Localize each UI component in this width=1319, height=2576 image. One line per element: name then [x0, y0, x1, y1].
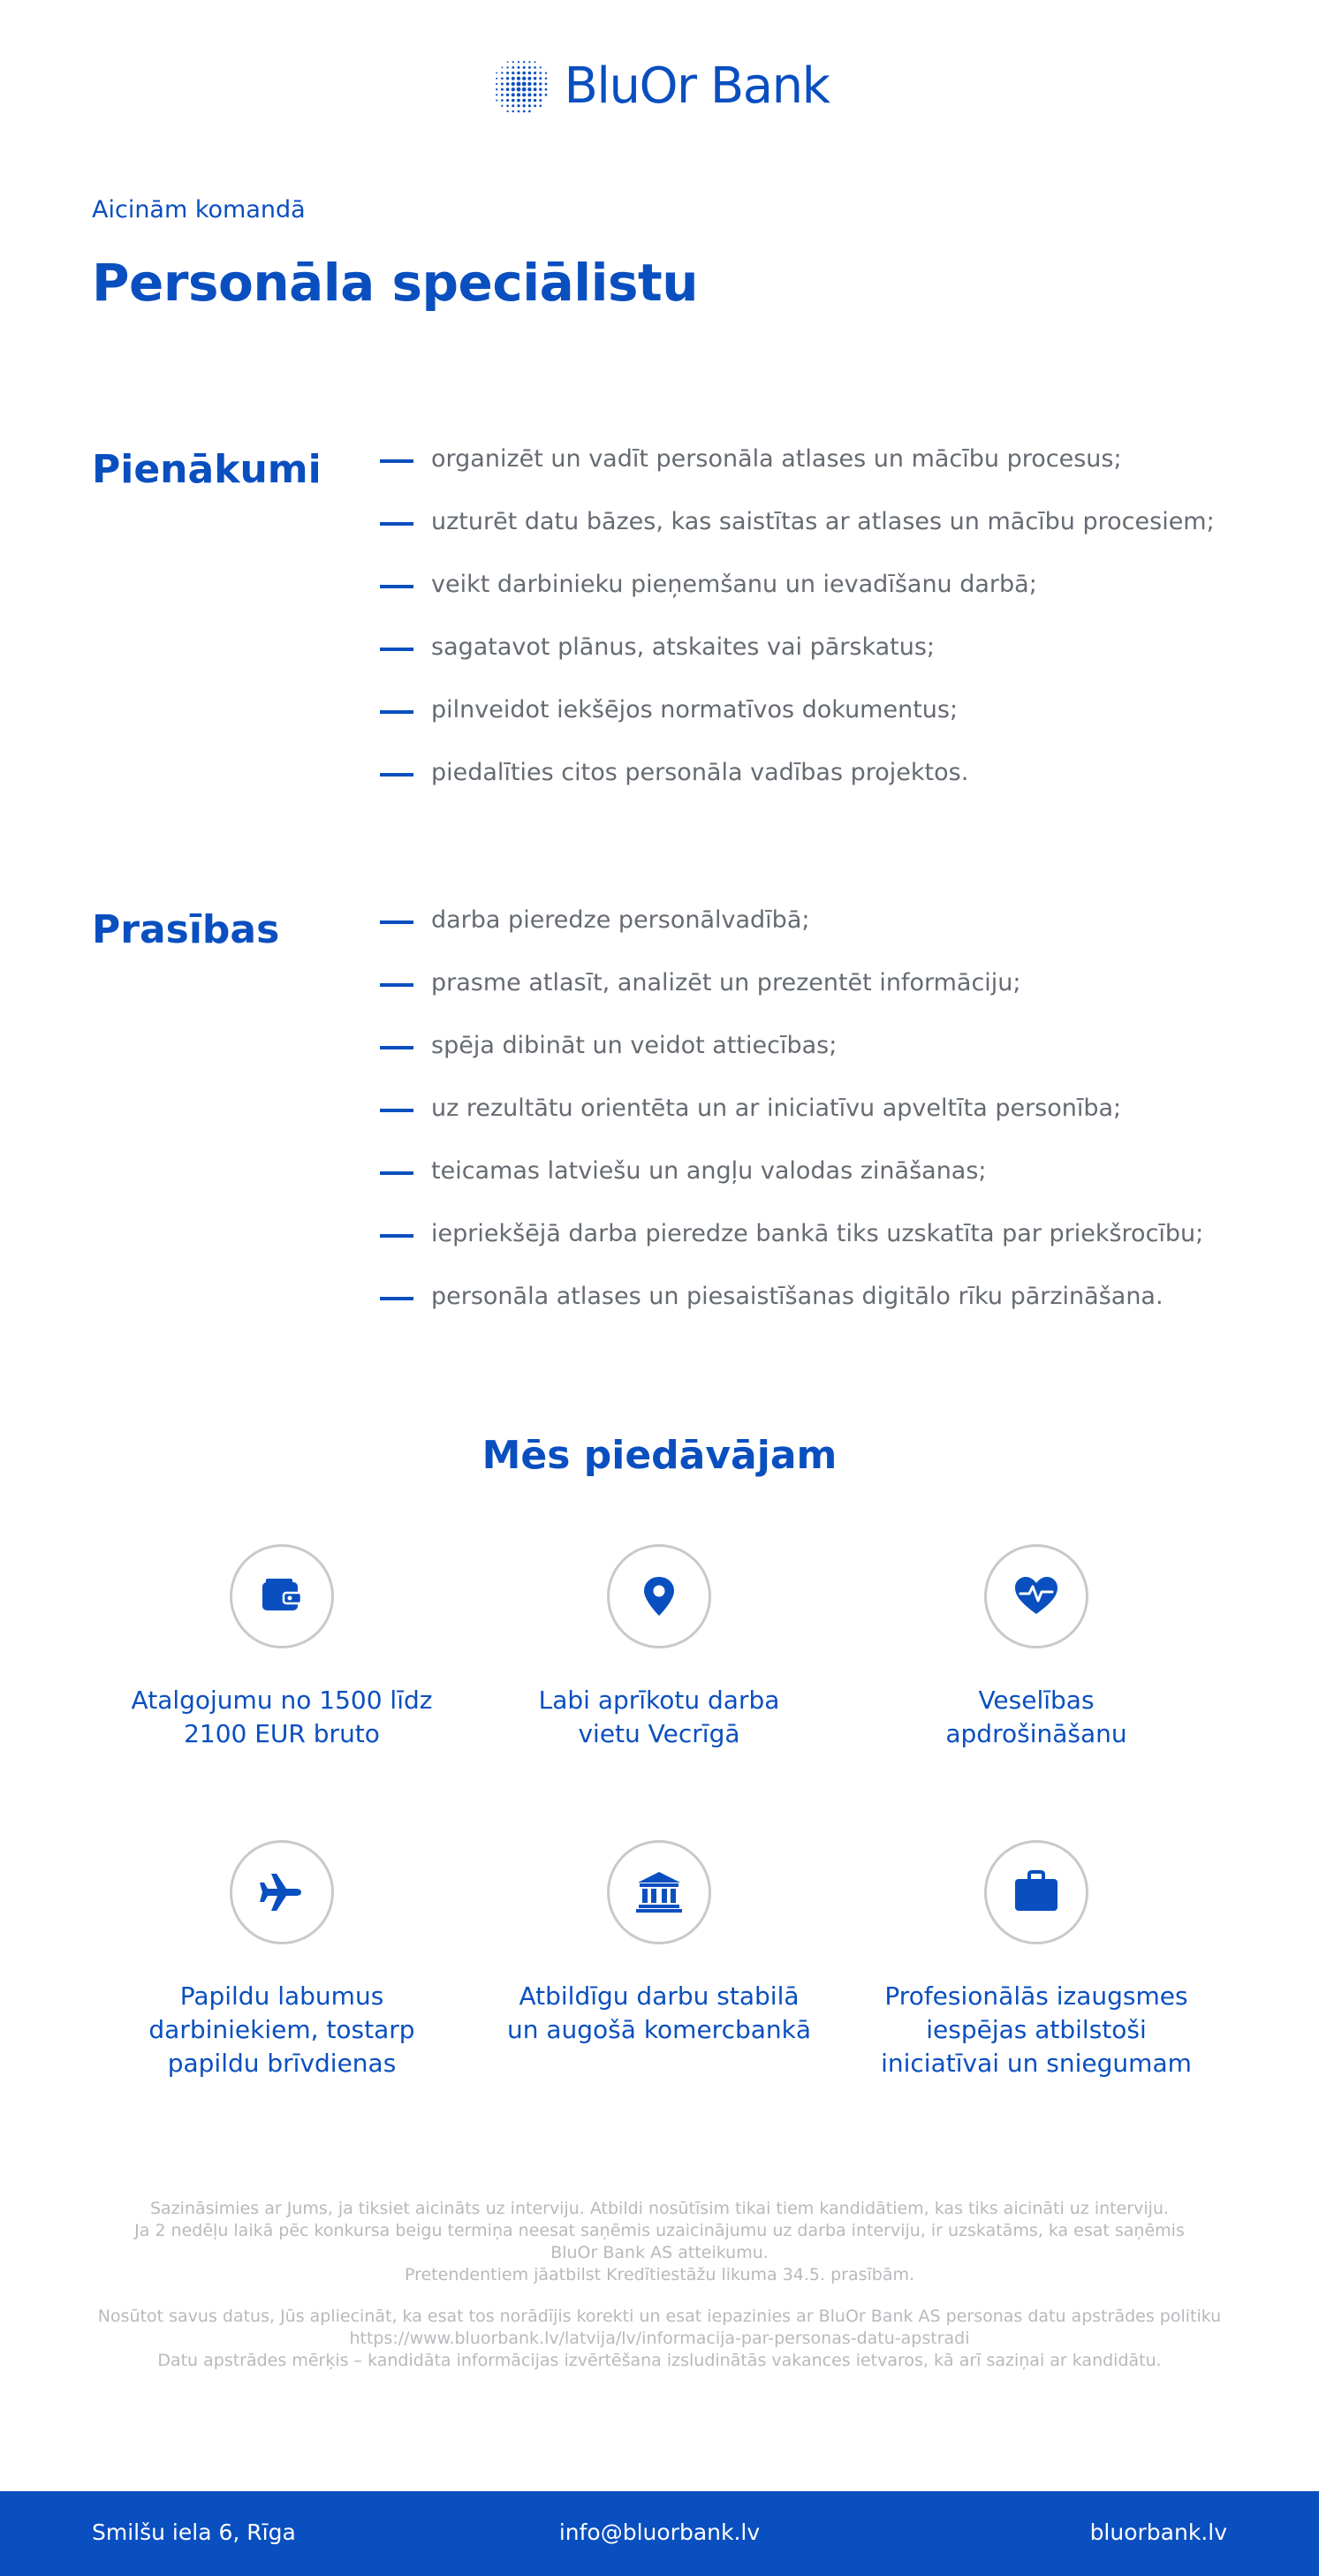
benefit-icon-ring	[984, 1544, 1088, 1648]
requirements-list	[380, 905, 1203, 1345]
bank-building-icon	[634, 1868, 684, 1917]
briefcase-icon	[1012, 1868, 1061, 1917]
logo-text: BluOr Bank	[564, 57, 830, 115]
disclaimer-line: Nosūtot savus datus, Jūs apliecināt, ka esat tos norādījis korekti un esat iepazinies ar BluOr Bank AS personas datu apstrādes politiku	[97, 2307, 1222, 2326]
duties-title: Pienākumi	[92, 447, 322, 492]
requirement-item: iepriekšējā darba pieredze bankā tiks uzskatīta par priekšrocību;	[380, 1219, 1203, 1282]
privacy-disclaimer	[71, 2306, 1248, 2372]
benefit-text: Atalgojumu no 1500 līdz 2100 EUR bruto	[131, 1686, 433, 1748]
benefit-workplace	[474, 1544, 845, 1751]
duty-item: pilnveidot iekšējos normatīvos dokumentus;	[380, 695, 1215, 758]
benefit-extra-days	[96, 1840, 467, 2080]
benefit-insurance	[851, 1544, 1222, 1751]
benefit-stable-bank	[474, 1840, 845, 2047]
offer-title: Mēs piedāvājam	[481, 1433, 838, 1478]
location-pin-icon	[634, 1572, 684, 1621]
disclaimer-line: Pretendentiem jāatbilst Kredītiestāžu likuma 34.5. prasībām.	[404, 2265, 915, 2284]
duty-item: organizēt un vadīt personāla atlases un mācību procesus;	[380, 444, 1215, 507]
duty-item: uzturēt datu bāzes, kas saistītas ar atlases un mācību procesiem;	[380, 507, 1215, 570]
requirement-item: darba pieredze personālvadībā;	[380, 905, 1203, 968]
requirement-item: prasme atlasīt, analizēt un prezentēt informāciju;	[380, 968, 1203, 1031]
disclaimer-line: Datu apstrādes mērķis – kandidāta informācijas izvērtēšana izsludinātās vakances ietvaros, kā arī saziņai ar kandidātu.	[157, 2351, 1162, 2370]
benefit-text: Atbildīgu darbu stabilā un augošā komercbankā	[506, 1981, 812, 2044]
requirements-title: Prasības	[92, 907, 280, 952]
benefit-icon-ring	[607, 1544, 711, 1648]
disclaimer-line: Sazināsimies ar Jums, ja tiksiet aicināts uz interviju. Atbildi nosūtīsim tikai tiem kandidātiem, kas tiks aicināti uz interviju.	[149, 2199, 1169, 2218]
contact-disclaimer	[71, 2198, 1248, 2286]
footer-address: Smilšu iela 6, Rīga	[92, 2519, 296, 2545]
benefit-icon-ring	[984, 1840, 1088, 1944]
wallet-icon	[257, 1572, 307, 1621]
position-title: Personāla speciālistu	[92, 253, 699, 313]
disclaimer-line: Ja 2 nedēļu laikā pēc konkursa beigu termiņa neesat saņēmis uzaicinājumu uz darba interviju, ir uzskatāms, ka esat saņēmis	[134, 2221, 1185, 2240]
invite-text: Aicinām komandā	[92, 196, 306, 224]
benefit-text: Veselības apdrošināšanu	[945, 1686, 1127, 1748]
heart-pulse-icon	[1012, 1572, 1061, 1621]
requirement-item: spēja dibināt un veidot attiecības;	[380, 1031, 1203, 1094]
benefit-salary	[96, 1544, 467, 1751]
benefit-text: Labi aprīkotu darba vietu Vecrīgā	[538, 1686, 780, 1748]
footer-bar	[0, 2491, 1319, 2576]
duty-item: sagatavot plānus, atskaites vai pārskatus;	[380, 633, 1215, 695]
bank-logo	[0, 55, 1319, 117]
benefit-icon-ring	[607, 1840, 711, 1944]
duty-item: piedalīties citos personāla vadības projektos.	[380, 758, 1215, 821]
requirement-item: teicamas latviešu un angļu valodas zināšanas;	[380, 1156, 1203, 1219]
requirement-item: uz rezultātu orientēta un ar iniciatīvu apveltīta personība;	[380, 1094, 1203, 1156]
benefit-icon-ring	[230, 1544, 334, 1648]
footer-email-link[interactable]: info@bluorbank.lv	[558, 2519, 761, 2545]
duty-item: veikt darbinieku pieņemšanu un ievadīšanu darbā;	[380, 570, 1215, 633]
benefit-text: Papildu labumus darbiniekiem, tostarp papildu brīvdienas	[148, 1981, 415, 2078]
privacy-policy-link[interactable]: https://www.bluorbank.lv/latvija/lv/informacija-par-personas-datu-apstradi	[349, 2329, 970, 2348]
duties-list	[380, 444, 1215, 821]
dotted-globe-icon	[489, 55, 551, 117]
benefit-growth	[851, 1840, 1222, 2080]
benefit-icon-ring	[230, 1840, 334, 1944]
benefit-text: Profesionālās izaugsmes iespējas atbilstoši iniciatīvai un sniegumam	[881, 1981, 1192, 2078]
disclaimer-line: BluOr Bank AS atteikumu.	[550, 2243, 769, 2262]
requirement-item: personāla atlases un piesaistīšanas digitālo rīku pārzināšana.	[380, 1282, 1203, 1345]
airplane-icon	[257, 1868, 307, 1917]
footer-website-link[interactable]: bluorbank.lv	[1089, 2519, 1227, 2545]
